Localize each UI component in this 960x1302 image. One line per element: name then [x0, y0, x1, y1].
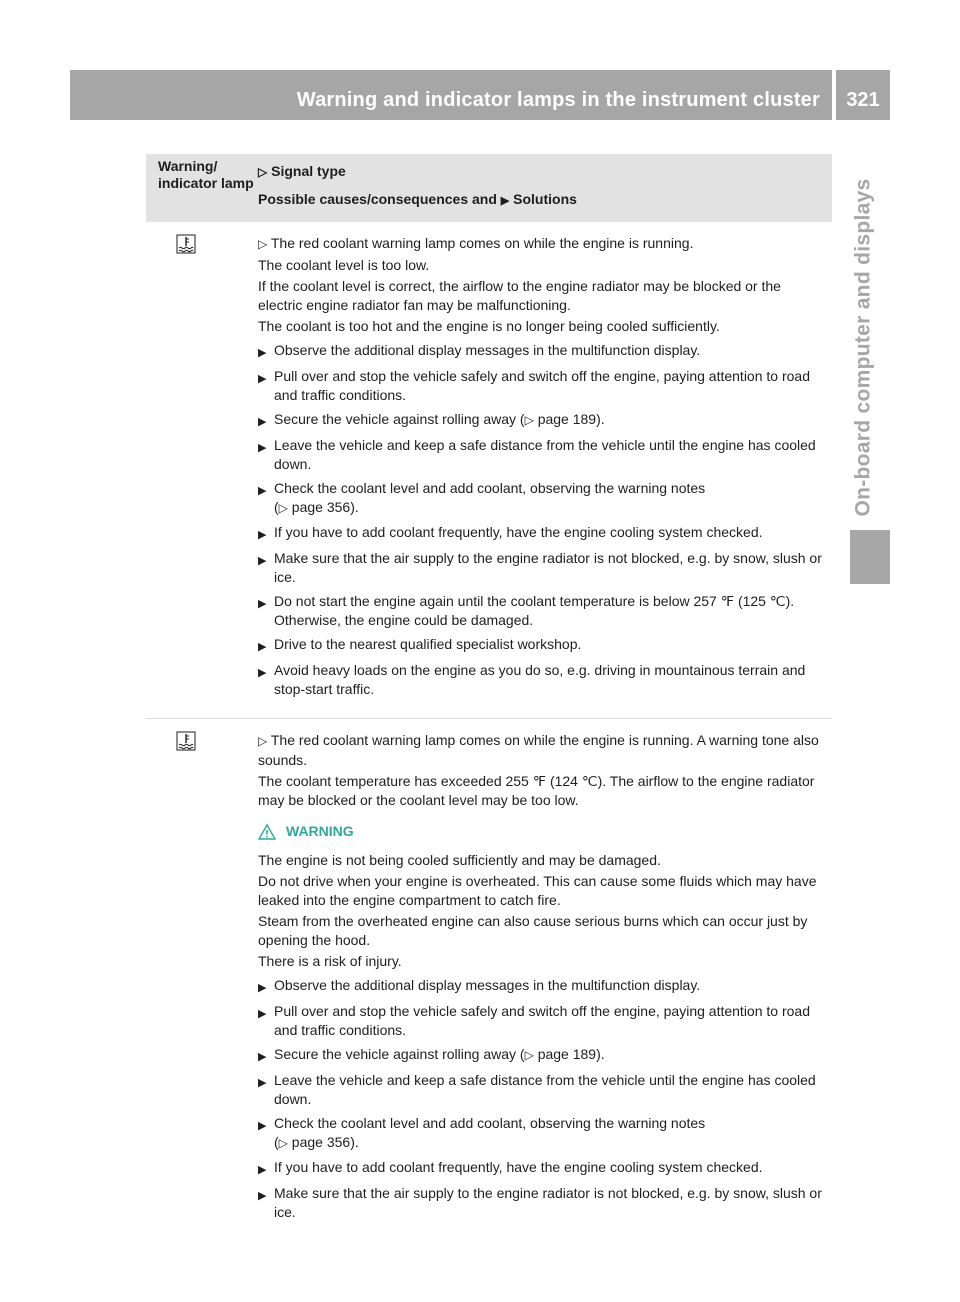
arrow-right-icon: ▶ [258, 373, 267, 385]
instruction-step: ▶ Make sure that the air supply to the engine radiator is not blocked, e.g. by snow, slush or ice. [258, 1185, 822, 1220]
instruction-step: ▶ Avoid heavy loads on the engine as you do so, e.g. driving in mountainous terrain and stop-start traffic. [258, 662, 806, 697]
col-signal-line2b: Solutions [513, 191, 577, 207]
running-header [70, 70, 832, 120]
side-thumb-block [850, 530, 890, 584]
page-ref-icon: ▷ [524, 1048, 534, 1062]
signal-pointer-icon: ▷ [258, 165, 268, 179]
arrow-right-icon: ▶ [258, 982, 267, 994]
page-number-box [836, 70, 890, 120]
coolant-temperature-icon [176, 234, 196, 254]
col-signal-line1: Signal type [271, 163, 346, 179]
warning-text: The engine is not being cooled sufficiently and may be damaged. [258, 852, 661, 868]
instruction-step: ▶ Do not start the engine again until the coolant temperature is below 257 ℉ (125 ℃). Otherwise, the engine could be damaged. [258, 593, 795, 628]
page-ref-icon: ▷ [524, 413, 534, 427]
page-ref-link[interactable]: page 189). [537, 411, 605, 427]
arrow-right-icon: ▶ [500, 195, 510, 207]
section-side-tab [836, 124, 890, 570]
arrow-right-icon: ▶ [258, 1164, 267, 1176]
cause-text: If the coolant level is correct, the airflow to the engine radiator may be blocked or the electric engine radiator fan may be malfunctioning. [258, 278, 781, 313]
table-header [146, 154, 832, 222]
warning-text: Steam from the overheated engine can also cause serious burns which can occur just by opening the hood. [258, 913, 808, 948]
instruction-step: ▶ Leave the vehicle and keep a safe distance from the vehicle until the engine has cooled down. [258, 1072, 816, 1107]
arrow-right-icon: ▶ [258, 416, 267, 428]
signal-text: The red coolant warning lamp comes on while the engine is running. [270, 235, 694, 251]
instruction-step: ▶ Make sure that the air supply to the engine radiator is not blocked, e.g. by snow, slush or ice. [258, 550, 822, 585]
warning-text: Do not drive when your engine is overheated. This can cause some fluids which may have leaked into the engine compartment to catch fire. [258, 873, 817, 908]
signal-pointer-icon: ▷ [258, 237, 268, 251]
page-ref-link[interactable]: page 356). [291, 499, 359, 515]
page-ref-link[interactable]: page 189). [537, 1046, 605, 1062]
instruction-step: ▶ Observe the additional display messages in the multifunction display. [258, 976, 828, 997]
instruction-step: ▶ Secure the vehicle against rolling away (▷ page 189). [258, 410, 828, 431]
warning-label: WARNING [286, 823, 354, 839]
instruction-step: ▶ Check the coolant level and add coolant, observing the warning notes (▷ page 356). [258, 480, 706, 515]
warning-lamp-table [146, 154, 832, 1227]
arrow-right-icon: ▶ [258, 485, 267, 497]
side-tab-label: On-board computer and displays [851, 177, 875, 517]
warning-triangle-icon [258, 824, 276, 840]
page-number: 321 [846, 89, 880, 111]
instruction-step: ▶ Check the coolant level and add coolant, observing the warning notes (▷ page 356). [258, 1115, 706, 1150]
arrow-right-icon: ▶ [258, 1008, 267, 1020]
coolant-temperature-icon [176, 731, 196, 751]
signal-text: The red coolant warning lamp comes on while the engine is running. A warning tone also sounds. [258, 732, 819, 768]
instruction-step: ▶ If you have to add coolant frequently, have the engine cooling system checked. [258, 1158, 828, 1179]
cause-text: The coolant temperature has exceeded 255 ℉ (124 ℃). The airflow to the engine radiator may be blocked or the coolant level may be too low. [258, 773, 815, 808]
table-row [146, 222, 832, 704]
arrow-right-icon: ▶ [258, 1077, 267, 1089]
cause-text: The coolant level is too low. [258, 257, 430, 273]
arrow-right-icon: ▶ [258, 1190, 267, 1202]
instruction-step: ▶ Leave the vehicle and keep a safe distance from the vehicle until the engine has cooled down. [258, 437, 816, 472]
cause-text: The coolant is too hot and the engine is no longer being cooled sufficiently. [258, 318, 720, 334]
arrow-right-icon: ▶ [258, 598, 267, 610]
arrow-right-icon: ▶ [258, 641, 267, 653]
arrow-right-icon: ▶ [258, 1120, 267, 1132]
instruction-step: ▶ Pull over and stop the vehicle safely and switch off the engine, paying attention to road and traffic conditions. [258, 1003, 810, 1038]
page-ref-link[interactable]: page 356). [291, 1134, 359, 1150]
arrow-right-icon: ▶ [258, 667, 267, 679]
warning-heading [258, 822, 828, 841]
arrow-right-icon: ▶ [258, 442, 267, 454]
arrow-right-icon: ▶ [258, 1051, 267, 1063]
col-signal-header [258, 154, 577, 222]
instruction-step: ▶ If you have to add coolant frequently, have the engine cooling system checked. [258, 523, 828, 544]
table-row [146, 718, 832, 1227]
header-title: Warning and indicator lamps in the instrument cluster [296, 89, 820, 111]
warning-text: There is a risk of injury. [258, 953, 402, 969]
instruction-step: ▶ Drive to the nearest qualified specialist workshop. [258, 635, 828, 656]
arrow-right-icon: ▶ [258, 555, 267, 567]
col-lamp-header: Warning/ indicator lamp [158, 158, 254, 191]
instruction-step: ▶ Secure the vehicle against rolling away (▷ page 189). [258, 1045, 828, 1066]
instruction-step: ▶ Observe the additional display messages in the multifunction display. [258, 341, 828, 362]
page-ref-icon: ▷ [278, 1136, 288, 1150]
page-ref-icon: ▷ [278, 501, 288, 515]
instruction-step: ▶ Pull over and stop the vehicle safely and switch off the engine, paying attention to road and traffic conditions. [258, 368, 810, 403]
arrow-right-icon: ▶ [258, 347, 267, 359]
signal-pointer-icon: ▷ [258, 734, 268, 748]
arrow-right-icon: ▶ [258, 529, 267, 541]
col-signal-line2a: Possible causes/consequences and [258, 191, 501, 207]
